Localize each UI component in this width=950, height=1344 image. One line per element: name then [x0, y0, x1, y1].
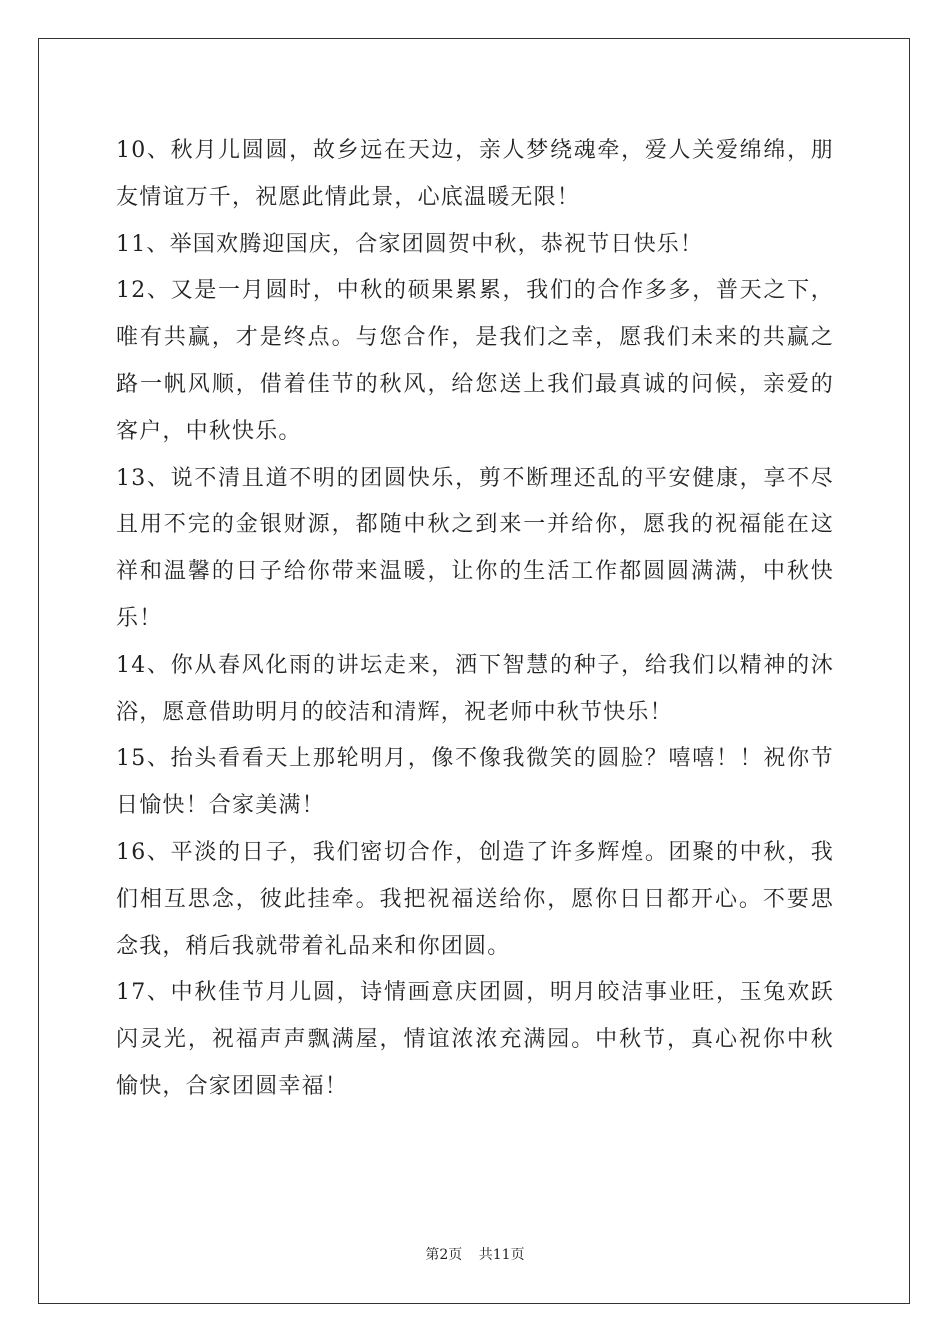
paragraph-12: 12、又是一月圆时，中秋的硕果累累，我们的合作多多，普天之下，唯有共赢，才是终点。与您合作，是我们之幸，愿我们未来的共赢之路一帆风顺，借着佳节的秋风，给您送上我们最真诚的问候，亲爱的客户，中秋快乐。	[116, 278, 834, 444]
document-body	[116, 128, 834, 1111]
page-number: 第2页	[425, 1247, 463, 1263]
paragraph-13: 13、说不清且道不明的团圆快乐，剪不断理还乱的平安健康，享不尽且用不完的金银财源，都随中秋之到来一并给你，愿我的祝福能在这祥和温馨的日子给你带来温暖，让你的生活工作都圆圆满满，中秋快乐！	[116, 465, 834, 631]
paragraph-17: 17、中秋佳节月儿圆，诗情画意庆团圆，明月皎洁事业旺，玉兔欢跃闪灵光，祝福声声飘满屋，情谊浓浓充满园。中秋节，真心祝你中秋愉快，合家团圆幸福！	[116, 980, 834, 1099]
total-pages: 共11页	[478, 1247, 525, 1263]
paragraph-11: 11、举国欢腾迎国庆，合家团圆贺中秋，恭祝节日快乐！	[116, 231, 704, 257]
page-footer	[0, 1244, 950, 1264]
paragraph-14: 14、你从春风化雨的讲坛走来，洒下智慧的种子，给我们以精神的沐浴，愿意借助明月的皎洁和清辉，祝老师中秋节快乐！	[116, 652, 834, 725]
paragraph-15: 15、抬头看看天上那轮明月，像不像我微笑的圆脸？嘻嘻！！祝你节日愉快！合家美满！	[116, 746, 834, 819]
paragraph-10: 10、秋月儿圆圆，故乡远在天边，亲人梦绕魂牵，爱人关爱绵绵，朋友情谊万千，祝愿此情此景，心底温暖无限！	[116, 138, 834, 210]
paragraph-16: 16、平淡的日子，我们密切合作，创造了许多辉煌。团聚的中秋，我们相互思念，彼此挂牵。我把祝福送给你，愿你日日都开心。不要思念我，稍后我就带着礼品来和你团圆。	[116, 839, 834, 959]
